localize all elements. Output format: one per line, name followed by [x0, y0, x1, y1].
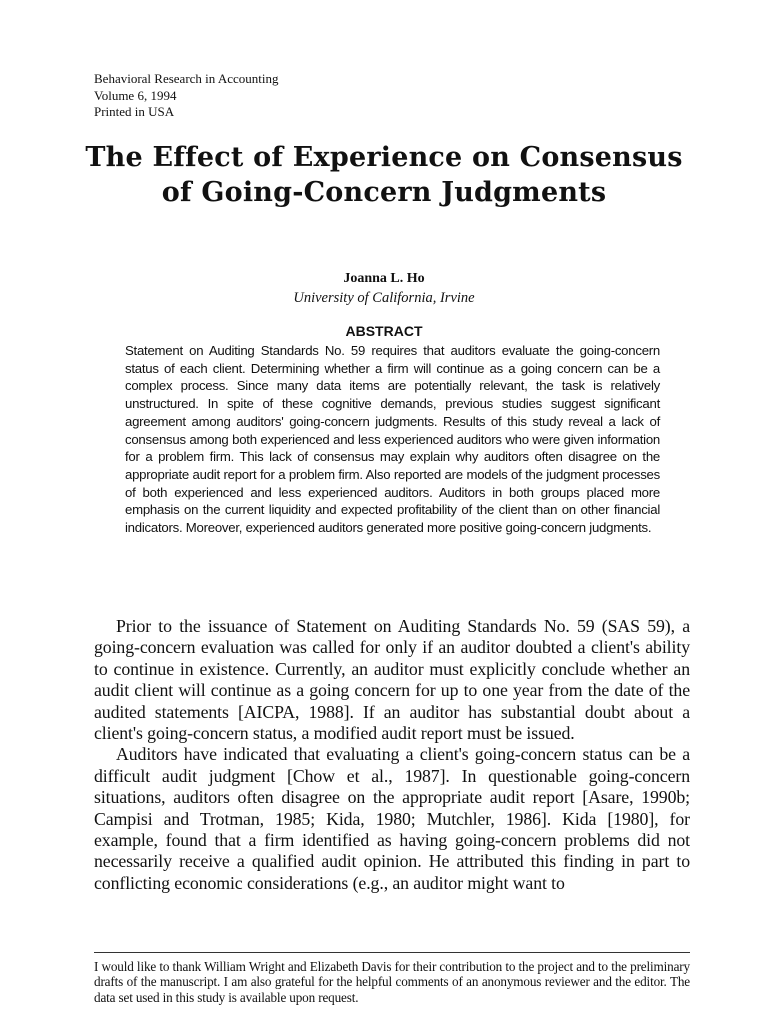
- body-text: [94, 616, 690, 894]
- journal-name: Behavioral Research in Accounting: [94, 71, 279, 86]
- body-paragraph-2: Auditors have indicated that evaluating a client's going-concern status can be a difficult audit judgment [Chow et al., 1987]. In questionable going-concern situations, auditors often disagree on the appropriate audit report [Asare, 1990b; Campisi and Trotman, 1985; Kida, 1980; Mutchler, 1986]. Kida [1980], for example, found that a firm identified as having going-concern problems did not necessarily receive a qualified audit opinion. He attributed this finding in part to conflicting economic considerations (e.g., an auditor might want to: [94, 744, 690, 893]
- paper-title: The Effect of Experience on Consensus of Going-Concern Judgments: [85, 142, 683, 208]
- footnote-rule: [94, 952, 690, 953]
- journal-info: [94, 71, 278, 121]
- journal-volume: Volume 6, 1994: [94, 87, 177, 103]
- abstract-heading: ABSTRACT: [345, 323, 423, 339]
- author-name: Joanna L. Ho: [343, 271, 425, 286]
- author-affiliation: University of California, Irvine: [293, 290, 475, 306]
- abstract-text: Statement on Auditing Standards No. 59 requires that auditors evaluate the going-concern status of each client. Determining whether a firm will continue as a going concern can be a complex process. Since many data items are potentially relevant, the task is relatively unstructured. In spite of these cognitive demands, previous studies suggest significant agreement among auditors' going-concern judgments. Results of this study reveal a lack of consensus among both experienced and less experienced auditors who were given information for a problem firm. This lack of consensus may explain why auditors often disagree on the appropriate audit report for a problem firm. Also reported are models of the judgment processes of both experienced and less experienced auditors. Auditors in both groups placed more emphasis on the current liquidity and expected profitability of the client than on other financial indicators. Moreover, experienced auditors generated more positive going-concern judgments.: [125, 343, 660, 536]
- body-paragraph-1: Prior to the issuance of Statement on Auditing Standards No. 59 (SAS 59), a going-concern evaluation was called for only if an auditor doubted a client's ability to continue in existence. Currently, an auditor must explicitly conclude whether an audit client will continue as a going concern for up to one year from the date of the audited statements [AICPA, 1988]. If an auditor has substantial doubt about a client's going-concern status, a modified audit report must be issued.: [94, 616, 690, 744]
- footnote: I would like to thank William Wright and Elizabeth Davis for their contribution to the project and to the preliminary drafts of the manuscript. I am also grateful for the helpful comments of an anonymous reviewer and the editor. The data set used in this study is available upon request.: [94, 959, 690, 1005]
- journal-printed: Printed in USA: [94, 104, 175, 119]
